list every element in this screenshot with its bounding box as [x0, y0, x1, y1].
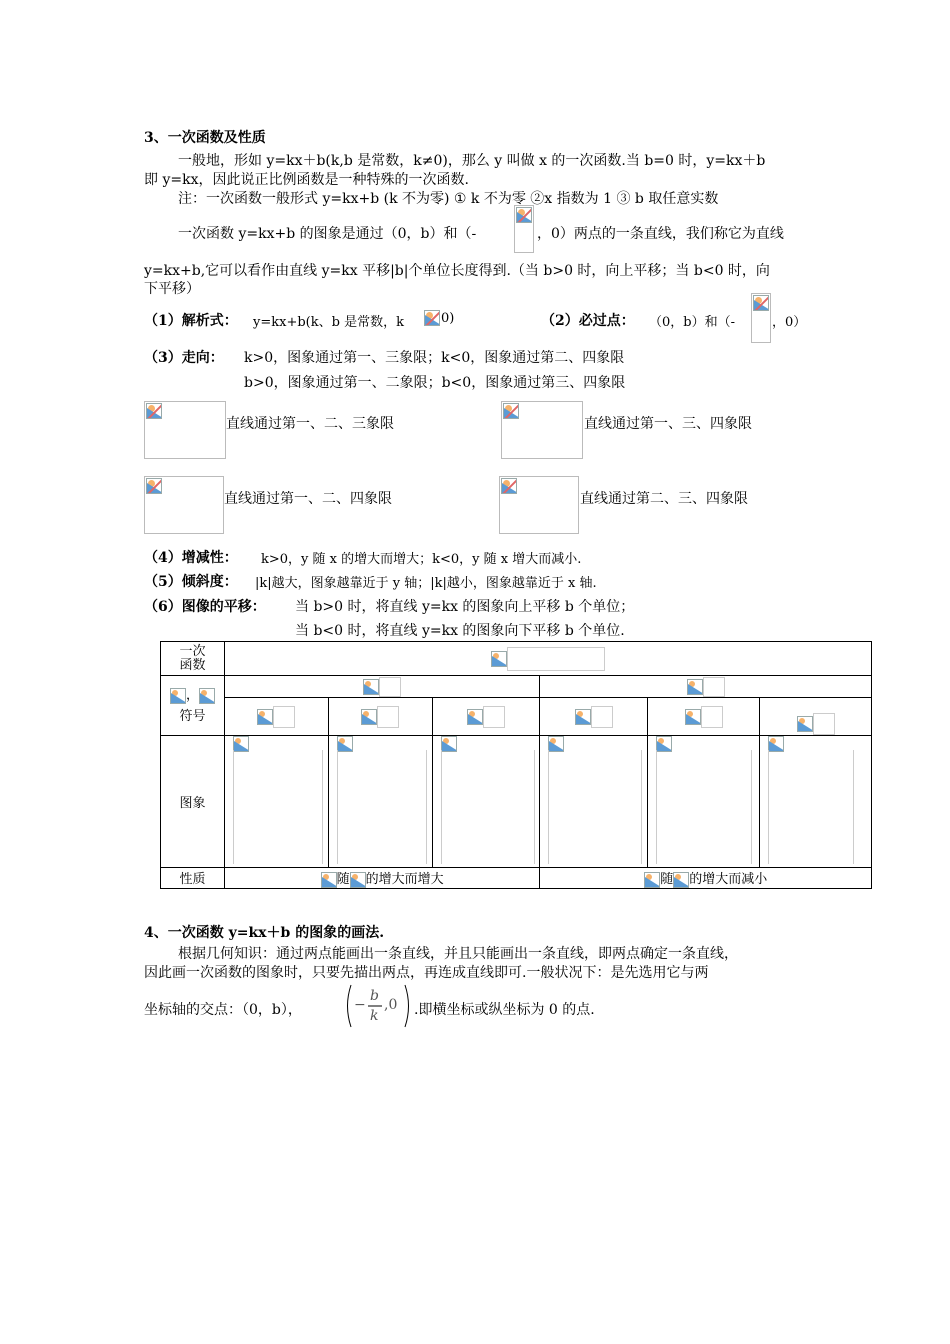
broken-image-icon: [146, 403, 162, 419]
fraction-b-k-image: [514, 205, 534, 253]
y-symbol-icon: [644, 872, 660, 888]
quadrant-graph-3: [144, 476, 224, 534]
quadrant-text-2: 直线通过第一、三、四象限: [584, 416, 752, 432]
graph-cell: [540, 736, 648, 868]
item3-line2: b>0，图象通过第一、二象限；b<0，图象通过第三、四象限: [244, 375, 626, 391]
item4-label: （4）增减性：: [144, 550, 238, 566]
b-sign-cell: [328, 698, 432, 736]
broken-image-icon: [503, 403, 519, 419]
row-label-property: 性质: [161, 868, 225, 889]
x-symbol-icon: [350, 872, 366, 888]
b-symbol-icon: [199, 688, 215, 704]
broken-image-icon: [467, 709, 483, 725]
b-sign-cell: [432, 698, 540, 736]
item4-text: k>0，y 随 x 的增大而增大；k<0，y 随 x 增大而减小.: [261, 552, 582, 567]
item2-label: （2）必过点：: [541, 313, 635, 329]
x-symbol-icon: [673, 872, 689, 888]
broken-image-icon: [257, 709, 273, 725]
section3-para1-line1: 一般地，形如 y=kx＋b(k,b 是常数，k≠0)，那么 y 叫做 x 的一次函数.当 b=0 时，y=kx＋b: [178, 153, 766, 169]
section4-title: 4、一次函数 y=kx＋b 的图象的画法.: [144, 925, 385, 941]
section3-para2-line3: 下平移）: [144, 281, 200, 297]
broken-image-icon: [363, 679, 379, 695]
graph-cell: [760, 736, 872, 868]
broken-image-icon: [753, 295, 769, 311]
broken-image-icon: [491, 651, 507, 667]
item6-line2: 当 b<0 时，将直线 y=kx 的图象向下平移 b 个单位.: [295, 623, 625, 639]
fraction-b-k-image-2: [751, 293, 771, 343]
item5-text: |k|越大，图象越靠近于 y 轴；|k|越小，图象越靠近于 x 轴.: [255, 576, 597, 591]
formula-zero: ,0: [384, 997, 398, 1013]
table-row-sign-b: [161, 698, 872, 736]
property-increasing: 随 的增大而增大: [224, 868, 539, 889]
broken-image-icon: [687, 679, 703, 695]
quadrant-text-1: 直线通过第一、二、三象限: [226, 416, 394, 432]
broken-image-icon: [146, 478, 162, 494]
linear-function-properties-table: [160, 641, 872, 889]
item2-text-a: （0，b）和（-: [649, 315, 735, 330]
broken-image-icon: [797, 716, 813, 732]
formula-minus: −: [354, 997, 366, 1013]
item6-label: （6）图像的平移：: [144, 599, 266, 615]
section4-line1: 根据几何知识：通过两点能画出一条直线，并且只能画出一条直线，即两点确定一条直线，: [178, 946, 738, 962]
table-row-property: [161, 868, 872, 889]
graph-cell: [224, 736, 328, 868]
row-label-graph: 图象: [161, 736, 225, 868]
property-decreasing: 随 的增大而减小: [540, 868, 872, 889]
broken-image-icon: [361, 709, 377, 725]
k-symbol-icon: [170, 688, 186, 704]
item1-text-b: 0): [441, 311, 455, 326]
b-sign-cell: [224, 698, 328, 736]
quadrant-text-4: 直线通过第二、三、四象限: [580, 491, 748, 507]
broken-image-icon: [501, 478, 517, 494]
item5-label: （5）倾斜度：: [144, 574, 238, 590]
b-sign-cell: [540, 698, 648, 736]
quadrant-graph-2: [501, 401, 583, 459]
b-sign-cell: [760, 698, 872, 736]
section4-line3-b: .即横坐标或纵坐标为 0 的点.: [414, 1002, 595, 1018]
k-negative-cell: [540, 676, 872, 698]
neq-symbol-image-icon: [424, 310, 440, 326]
section3-para2-part2: ，0）两点的一条直线，我们称它为直线: [537, 226, 784, 242]
quadrant-text-3: 直线通过第一、二、四象限: [224, 491, 392, 507]
quadrant-graph-4: [499, 476, 579, 534]
y-symbol-icon: [321, 872, 337, 888]
section3-para2-part1: 一次函数 y=kx+b 的图象是通过（0，b）和（-: [178, 226, 477, 242]
section3-title: 3、一次函数及性质: [144, 130, 266, 146]
formula-denominator: k: [370, 1008, 379, 1024]
item1-text-a: y=kx+b(k、b 是常数，k: [253, 315, 404, 330]
table-row-graph: [161, 736, 872, 868]
intercept-formula: [343, 982, 413, 1030]
quadrant-graph-1: [144, 401, 226, 459]
item6-line1: 当 b>0 时，将直线 y=kx 的图象向上平移 b 个单位；: [295, 599, 635, 615]
section4-line3-a: 坐标轴的交点：（0，b），: [144, 1002, 302, 1018]
section4-line2: 因此画一次函数的图象时，只要先描出两点，再连成直线即可.一般状况下：是先选用它与两: [144, 965, 709, 981]
graph-cell: [328, 736, 432, 868]
broken-image-icon: [575, 709, 591, 725]
item2-text-b: ，0）: [772, 315, 807, 330]
graph-cell: [648, 736, 760, 868]
function-formula-cell: [224, 642, 871, 676]
section3-note: 注：一次函数一般形式 y=kx+b (k 不为零) ① k 不为零 ②x 指数为 1 ③ b 取任意实数: [178, 191, 719, 207]
graph-cell: [432, 736, 540, 868]
item3-line1: k>0，图象通过第一、三象限；k<0，图象通过第二、四象限: [244, 350, 625, 366]
table-row-sign-k: [161, 676, 872, 698]
row-label-function: 一次函数: [161, 642, 225, 676]
k-positive-cell: [224, 676, 539, 698]
table-row-function: [161, 642, 872, 676]
item3-label: （3）走向：: [144, 350, 224, 366]
row-label-sign: ， 符号: [161, 676, 225, 736]
broken-image-icon: [685, 709, 701, 725]
item1-label: （1）解析式：: [144, 313, 238, 329]
b-sign-cell: [648, 698, 760, 736]
broken-image-icon: [516, 207, 532, 223]
section3-para1-line2: 即 y=kx，因此说正比例函数是一种特殊的一次函数.: [144, 172, 469, 188]
formula-numerator: b: [370, 988, 379, 1004]
section3-para2-line2: y=kx+b,它可以看作由直线 y=kx 平移|b|个单位长度得到.（当 b>0 时，向上平移；当 b<0 时，向: [144, 263, 770, 279]
